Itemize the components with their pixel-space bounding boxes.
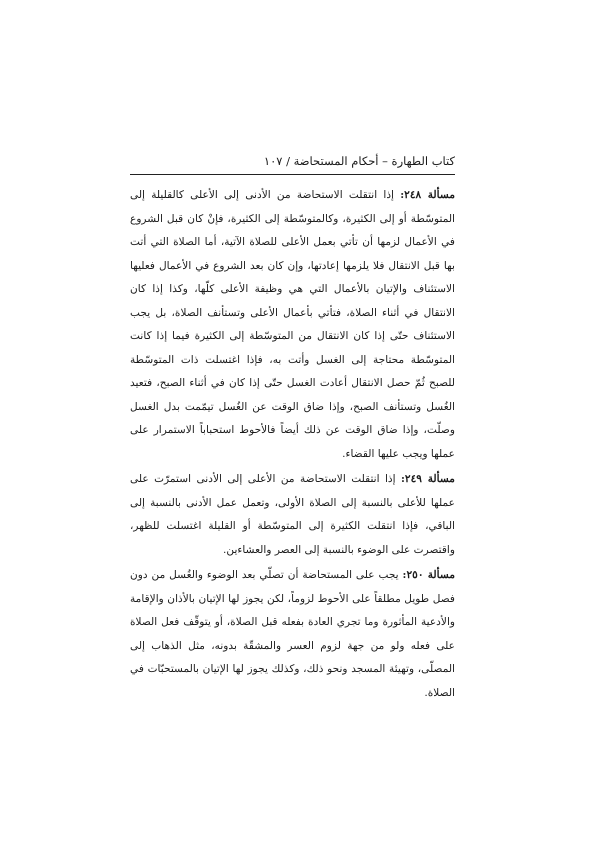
header-divider — [130, 174, 455, 175]
issue-248-paragraph — [130, 184, 455, 466]
page-body — [130, 184, 455, 705]
issue-249-paragraph — [130, 468, 455, 562]
issue-250-label: مسألة ٢٥٠: — [402, 569, 455, 581]
running-header: كتاب الطهارة – أحكام المستحاضة / ١٠٧ — [263, 154, 455, 168]
issue-250-paragraph — [130, 564, 455, 705]
issue-248-text: إذا انتقلت الاستحاضة من الأدنى إلى الأعلى كالقليلة إلى المتوسّطة أو إلى الكثيرة، وكالمتوسّطة إلى الكثيرة، فإنْ كان قبل الشروع في الأعمال لزمها أن تأتي بعمل الأعلى للصلاة الآتية، أما الصلاة التي أتت بها قبل الانتقال فلا يلزمها إعادتها، وإن كان بعد الشروع في الأعمال فعليها الاستئناف والإتيان بالأعمال التي هي وظيفة الأعلى كلّها، وكذا إذا كان الانتقال في أثناء الصلاة، فتأتي بأعمال الأعلى وتستأنف الصلاة، بل يجب الاستئناف حتّى إذا كان الانتقال من المتوسّطة إلى الكثيرة فيما إذا كانت المتوسّطة محتاجة إلى الغسل وأتت به، فإذا اغتسلت ذات المتوسّطة للصبح ثُمّ حصل الانتقال أعادت الغسل حتّى إذا كان في أثناء الصبح، فتعيد الغُسل وتستأنف الصبح، وإذا ضاق الوقت عن الغُسل تيمّمت بدل الغسل وصلّت، وإذا ضاق الوقت عن ذلك أيضاً فالأحوط استحباباً الاستمرار على عملها ويجب عليها القضاء. — [130, 189, 455, 460]
issue-250-text: يجب على المستحاضة أن تصلّي بعد الوضوء والغُسل من دون فصل طويل مطلقاً على الأحوط لزوماً، لكن يجوز لها الإتيان بالأذان والإقامة والأدعية المأثورة وما تجري العادة بفعله قبل الصلاة، أو يتوقّف فعل الصلاة على فعله ولو من جهة لزوم العسر والمشقّة بدونه، مثل الذهاب إلى المصلّى، وتهيئة المسجد ونحو ذلك، وكذلك يجوز لها الإتيان بالمستحبّات في الصلاة. — [130, 569, 455, 699]
issue-248-label: مسألة ٢٤٨: — [400, 189, 456, 201]
issue-249-label: مسألة ٢٤٩: — [400, 473, 455, 485]
issue-249-text: إذا انتقلت الاستحاضة من الأعلى إلى الأدنى استمرّت على عملها للأعلى بالنسبة إلى الصلاة الأولى، وتعمل عمل الأدنى بالنسبة إلى الباقي، فإذا انتقلت الكثيرة إلى المتوسّطة أو القليلة اغتسلت للظهر، واقتصرت على الوضوء بالنسبة إلى العصر والعشاءين. — [130, 473, 455, 556]
